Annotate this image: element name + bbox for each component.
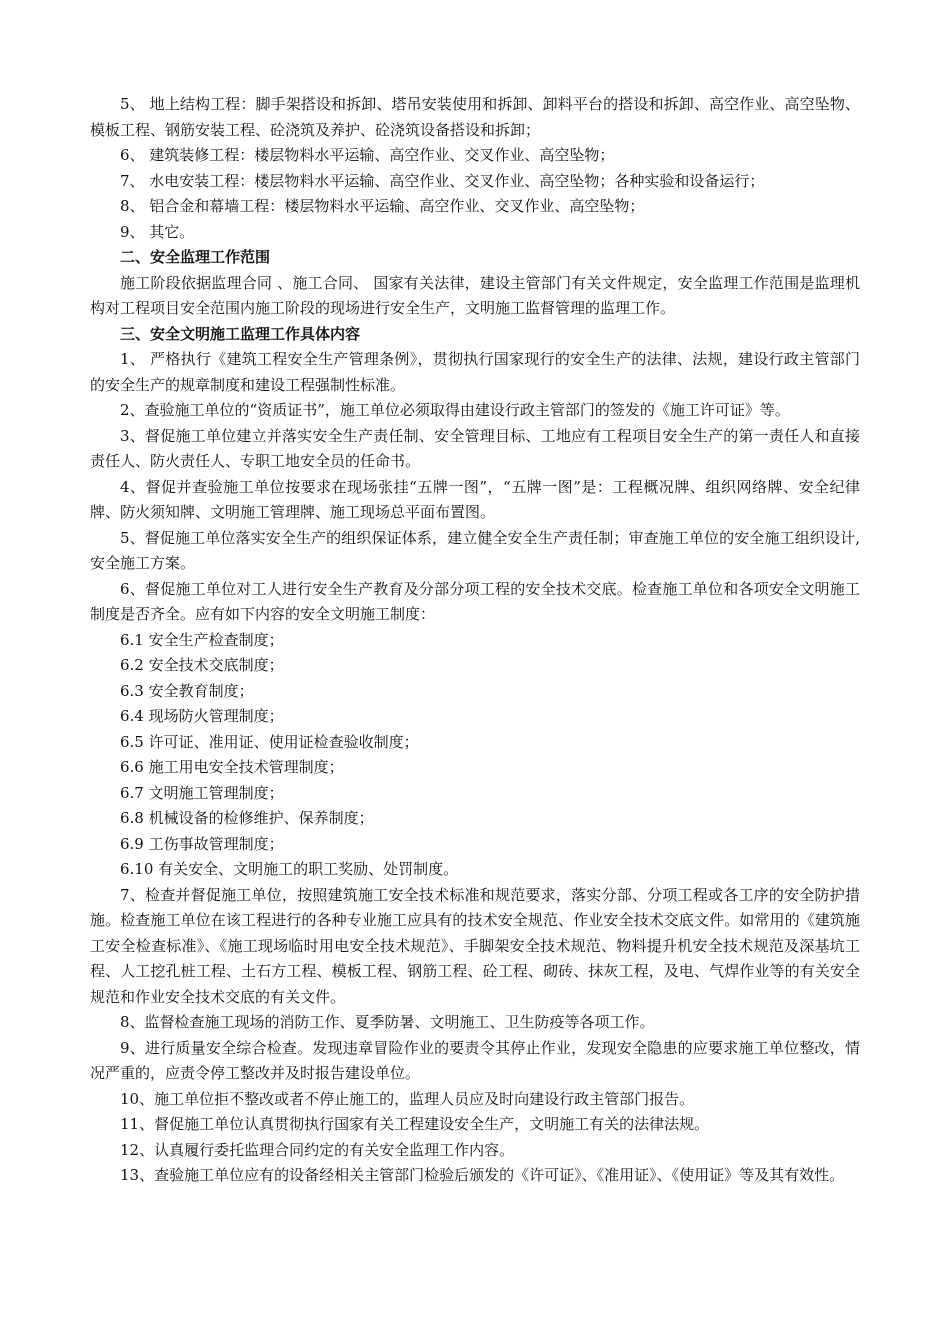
item-8-curtain-wall: 8、 铝合金和幕墙工程：楼层物料水平运输、高空作业、交叉作业、高空坠物； (120, 197, 645, 215)
section-2-body: 施工阶段依据监理合同 、施工合同、 国家有关法律，建设主管部门有关文件规定，安全监理工作范围是监理机构对工程项目安全范围内施工阶段的现场进行安全生产，文明施工监督管理的监理工作。 (90, 273, 860, 317)
section-3-item-10: 10、施工单位拒不整改或者不停止施工的，监理人员应及时向建设行政主管部门报告。 (120, 1089, 695, 1108)
sub-item-6-9: 6.9 工伤事故管理制度； (120, 834, 284, 853)
sub-item-6-6: 6.6 施工用电安全技术管理制度； (120, 758, 344, 776)
sub-item-6-5: 6.5 许可证、准用证、使用证检查验收制度； (120, 732, 419, 751)
item-7-mep: 7、 水电安装工程：楼层物料水平运输、高空作业、交叉作业、高空坠物；各种实验和设备运行； (120, 171, 765, 190)
section-3-item-1: 1、 严格执行《建筑工程安全生产管理条例》，贯彻执行国家现行的安全生产的法律、法规，建设行政主管部门的安全生产的规章制度和建设工程强制性标准。 (90, 350, 860, 394)
item-6-decoration: 6、 建筑装修工程：楼层物料水平运输、高空作业、交叉作业、高空坠物； (120, 146, 615, 164)
section-3-item-12: 12、认真履行委托监理合同约定的有关安全监理工作内容。 (120, 1140, 515, 1159)
section-3-heading: 三、安全文明施工监理工作具体内容 (120, 324, 361, 343)
sub-item-6-10: 6.10 有关安全、文明施工的职工奖励、处罚制度。 (120, 860, 459, 878)
sub-item-6-8: 6.8 机械设备的检修维护、保养制度； (120, 809, 374, 827)
section-3-item-13: 13、查验施工单位应有的设备经相关主管部门检验后颁发的《许可证》、《准用证》、《使用证》等及其有效性。 (120, 1166, 845, 1184)
section-3-item-2: 2、查验施工单位的“资质证书”，施工单位必须取得由建设行政主管部门的签发的《施工许可证》等。 (120, 401, 790, 419)
section-3-item-8: 8、监督检查施工现场的消防工作、夏季防暑、文明施工、卫生防疫等各项工作。 (120, 1013, 655, 1031)
sub-item-6-2: 6.2 安全技术交底制度； (120, 656, 284, 674)
sub-item-6-7: 6.7 文明施工管理制度； (120, 783, 284, 802)
section-3-item-3: 3、督促施工单位建立并落实安全生产责任制、安全管理目标、工地应有工程项目安全生产的第一责任人和直接责任人、防火责任人、专职工地安全员的任命书。 (90, 426, 860, 470)
sub-item-6-1: 6.1 安全生产检查制度； (120, 630, 284, 649)
section-2-heading: 二、安全监理工作范围 (120, 248, 271, 266)
section-3-item-5: 5、督促施工单位落实安全生产的组织保证体系，建立健全安全生产责任制；审查施工单位的安全施工组织设计,安全施工方案。 (90, 528, 860, 572)
section-3-item-7: 7、检查并督促施工单位，按照建筑施工安全技术标准和规范要求，落实分部、分项工程或各工序的安全防护措施。检查施工单位在该工程进行的各种专业施工应具有的技术安全规范、作业安全技术交底文件。如常用的《建筑施工安全检查标准》、《施工现场临时用电安全技术规范》、手脚架安全技术规范、物料提升机安全技术规范及深基坑工程、人工挖孔桩工程、土石方工程、模板工程、钢筋工程、砼工程、砌砖、抹灰工程，及电、气焊作业等的有关安全规范和作业安全技术交底的有关文件。 (90, 885, 860, 1006)
section-3-item-4: 4、督促并查验施工单位按要求在现场张挂“五牌一图”，“五牌一图”是：工程概况牌、组织网络牌、安全纪律牌、防火须知牌、文明施工管理牌、施工现场总平面布置图。 (90, 477, 860, 521)
item-5-structure: 5、 地上结构工程：脚手架搭设和拆卸、塔吊安装使用和拆卸、卸料平台的搭设和拆卸、高空作业、高空坠物、模板工程、钢筋安装工程、砼浇筑及养护、砼浇筑设备搭设和拆卸； (90, 95, 860, 139)
item-9-other: 9、 其它。 (120, 222, 195, 241)
section-3-item-11: 11、督促施工单位认真贯彻执行国家有关工程建设安全生产，文明施工有关的法律法规。 (120, 1115, 710, 1133)
document-page (90, 92, 860, 1189)
sub-item-6-3: 6.3 安全教育制度； (120, 681, 254, 700)
sub-item-6-4: 6.4 现场防火管理制度； (120, 707, 284, 725)
section-3-item-9: 9、进行质量安全综合检查。发现违章冒险作业的要责令其停止作业，发现安全隐患的应要求施工单位整改，情况严重的，应责令停工整改并及时报告建设单位。 (90, 1038, 860, 1082)
section-3-item-6: 6、督促施工单位对工人进行安全生产教育及分部分项工程的安全技术交底。检查施工单位和各项安全文明施工制度是否齐全。应有如下内容的安全文明施工制度： (90, 579, 860, 623)
